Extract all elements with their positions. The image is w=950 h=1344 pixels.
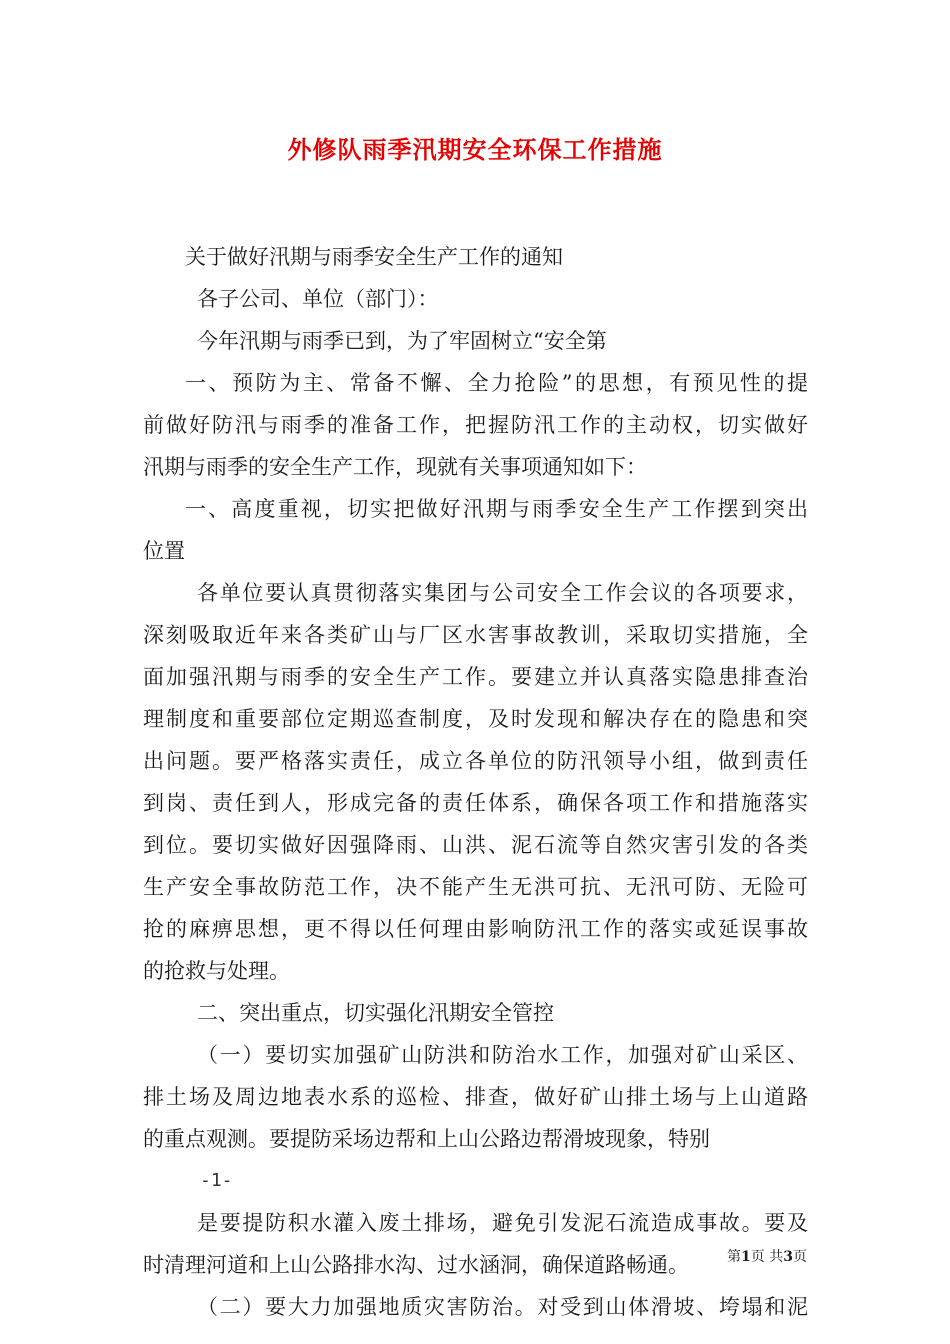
body-line: 位置 — [143, 539, 185, 563]
footer-current-page: 1 — [741, 1249, 751, 1265]
body-line: 的重点观测。要提防采场边帮和上山公路边帮滑坡现象，特别 — [143, 1127, 710, 1151]
body-line: 抢的麻痹思想，更不得以任何理由影响防汛工作的落实或延误事故 — [143, 917, 808, 941]
body-line: 排土场及周边地表水系的巡检、排查，做好矿山排土场与上山道路 — [143, 1085, 808, 1109]
body-line: 各子公司、单位（部门）： — [197, 287, 439, 311]
inline-page-number: -1- — [200, 1170, 233, 1191]
body-line: 到岗、责任到人，形成完备的责任体系，确保各项工作和措施落实 — [143, 791, 808, 815]
body-line: 前做好防汛与雨季的准备工作，把握防汛工作的主动权，切实做好 — [143, 413, 808, 437]
body-line: 一、预防为主、常备不懈、全力抢险”的思想，有预见性的提 — [185, 371, 808, 395]
body-line: 深刻吸取近年来各类矿山与厂区水害事故教训，采取切实措施，全 — [143, 623, 808, 647]
footer-suffix: 页 — [793, 1249, 807, 1265]
body-line: 今年汛期与雨季已到，为了牢固树立“安全第 — [197, 329, 607, 353]
body-line: 是要提防积水灌入废土排场，避免引发泥石流造成事故。要及 — [197, 1211, 808, 1235]
body-line: 关于做好汛期与雨季安全生产工作的通知 — [185, 245, 563, 269]
body-line: （二）要大力加强地质灾害防治。对受到山体滑坡、垮塌和泥 — [197, 1295, 808, 1319]
page-footer — [727, 1247, 807, 1267]
body-line: 出问题。要严格落实责任，成立各单位的防汛领导小组，做到责任 — [143, 749, 808, 773]
body-line: 一、高度重视，切实把做好汛期与雨季安全生产工作摆到突出 — [185, 497, 808, 521]
body-line: 理制度和重要部位定期巡查制度，及时发现和解决存在的隐患和突 — [143, 707, 808, 731]
footer-middle: 页 共 — [750, 1249, 784, 1265]
body-line: 生产安全事故防范工作，决不能产生无洪可抗、无汛可防、无险可 — [143, 875, 808, 899]
body-line: 的抢救与处理。 — [143, 959, 290, 983]
footer-prefix: 第 — [727, 1249, 742, 1265]
body-line: （一）要切实加强矿山防洪和防治水工作，加强对矿山采区、 — [197, 1043, 808, 1067]
body-line: 各单位要认真贯彻落实集团与公司安全工作会议的各项要求， — [197, 581, 808, 605]
body-line: 时清理河道和上山公路排水沟、过水涵洞，确保道路畅通。 — [143, 1253, 689, 1277]
document-body — [143, 236, 808, 1328]
footer-total-pages: 3 — [783, 1249, 793, 1265]
body-line: 二、突出重点，切实强化汛期安全管控 — [197, 1001, 554, 1025]
body-line: 到位。要切实做好因强降雨、山洪、泥石流等自然灾害引发的各类 — [143, 833, 808, 857]
document-title: 外修队雨季汛期安全环保工作措施 — [287, 135, 663, 164]
body-line: 面加强汛期与雨季的安全生产工作。要建立并认真落实隐患排查治 — [143, 665, 808, 689]
body-line: 汛期与雨季的安全生产工作，现就有关事项通知如下： — [143, 455, 647, 479]
